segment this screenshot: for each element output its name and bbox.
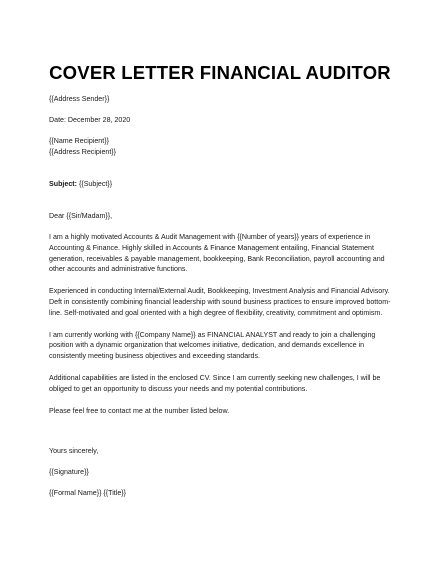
- paragraph-current-role: I am currently working with {{Company Name}} as FINANCIAL ANALYST and ready to join a challenging position with a dynamic organization that welcomes initiative, dedication, and demands excellence in consistently meeting business objectives and exceeding standards.: [49, 330, 376, 361]
- salutation: Dear {{Sir/Madam}},: [49, 211, 113, 220]
- subject-value: {{Subject}}: [76, 179, 113, 188]
- subject-line: [49, 179, 401, 190]
- recipient-address: {{Address Recipient}}: [49, 148, 117, 157]
- letter-body: [49, 94, 401, 499]
- recipient-name: {{Name Recipient}}: [49, 137, 109, 146]
- letter-date: Date: December 28, 2020: [49, 116, 131, 125]
- subject-label: Subject:: [49, 179, 77, 188]
- paragraph-experience: I am a highly motivated Accounts & Audit Management with {{Number of years}} years of experience in Accounting & Finance. Highly skilled in Accounts & Finance Management entailing, Financial Statement generation, receivables & payable management, bookkeeping, Bank Reconciliation, payroll accounting and other accounts and administrative functions.: [49, 232, 385, 274]
- signature: {{Signature}}: [49, 467, 89, 476]
- paragraph-skills: Experienced in conducting Internal/External Audit, Bookkeeping, Investment Analysis and Financial Advisory. Deft in consistently combining financial leadership with sound business practices to ensure improved bottom-line. Self-motivated and goal oriented with a high degree of flexibility, creativity, commitment and optimism.: [49, 287, 391, 317]
- formal-name-title: {{Formal Name}} {{Title}}: [49, 489, 127, 498]
- sender-address: {{Address Sender}}: [49, 95, 110, 103]
- paragraph-contact: Please feel free to contact me at the number listed below.: [49, 406, 230, 415]
- page-title: COVER LETTER FINANCIAL AUDITOR: [49, 62, 391, 83]
- closing: Yours sincerely,: [49, 446, 99, 455]
- paragraph-capabilities: Additional capabilities are listed in the enclosed CV. Since I am currently seeking new challenges, I will be obliged to get an opportunity to discuss your needs and my potential contributions.: [49, 373, 381, 393]
